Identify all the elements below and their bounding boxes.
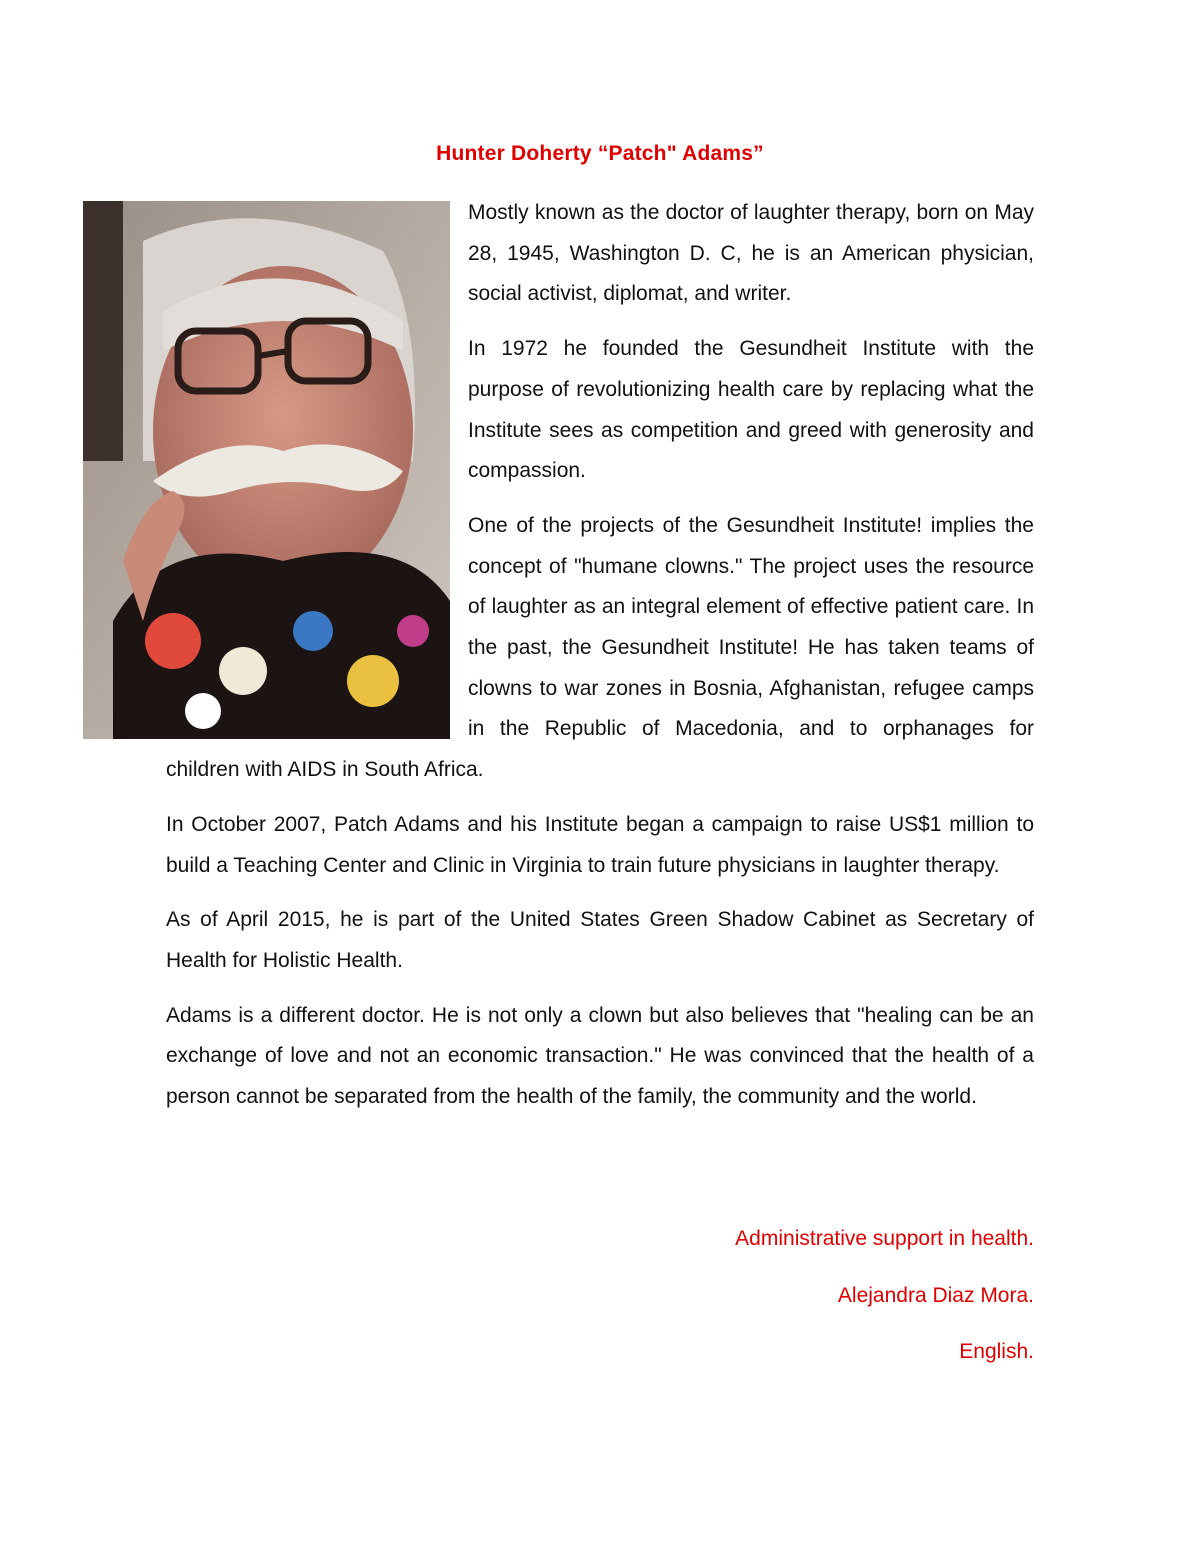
paragraph-cabinet: As of April 2015, he is part of the United States Green Shadow Cabinet as Secretary of Health for Holistic Health. — [166, 908, 1034, 972]
signature-course: English. — [959, 1340, 1034, 1364]
document-title: Hunter Doherty “Patch" Adams” — [436, 142, 764, 165]
paragraph-campaign: In October 2007, Patch Adams and his Institute began a campaign to raise US$1 million to build a Teaching Center and Clinic in Virginia to train future physicians in laughter therapy. — [166, 812, 1034, 877]
signature-block — [735, 1219, 1034, 1389]
signature-subject: Administrative support in health. — [735, 1227, 1034, 1250]
document-body — [166, 193, 1034, 1132]
paragraph-intro: Mostly known as the doctor of laughter therapy, born on May 28, 1945, Washington D. C, he is an American physician, social activist, diplomat, and writer. — [468, 201, 1034, 306]
portrait-photo — [83, 201, 450, 739]
paragraph-institute: In 1972 he founded the Gesundheit Institute with the purpose of revolutionizing health care by replacing what the Institute sees as competition and greed with generosity and compassion. — [468, 337, 1034, 483]
signature-author: Alejandra Diaz Mora. — [837, 1283, 1034, 1307]
paragraph-philosophy: Adams is a different doctor. He is not only a clown but also believes that "healing can be an exchange of love and not an economic transaction." He was convinced that the health of a person cannot be separated from the health of the family, the community and the world. — [166, 1003, 1034, 1109]
paragraph-clowns: One of the projects of the Gesundheit Institute! implies the concept of "humane clowns." The project uses the resource of laughter as an integral element of effective patient care. In the past, the Gesundheit Institute! He has taken teams of clowns to war zones in Bosnia, Afghanistan, refugee camps in the Republic of Macedonia, and to orphanages for children with AIDS in South Africa. — [166, 513, 1034, 782]
